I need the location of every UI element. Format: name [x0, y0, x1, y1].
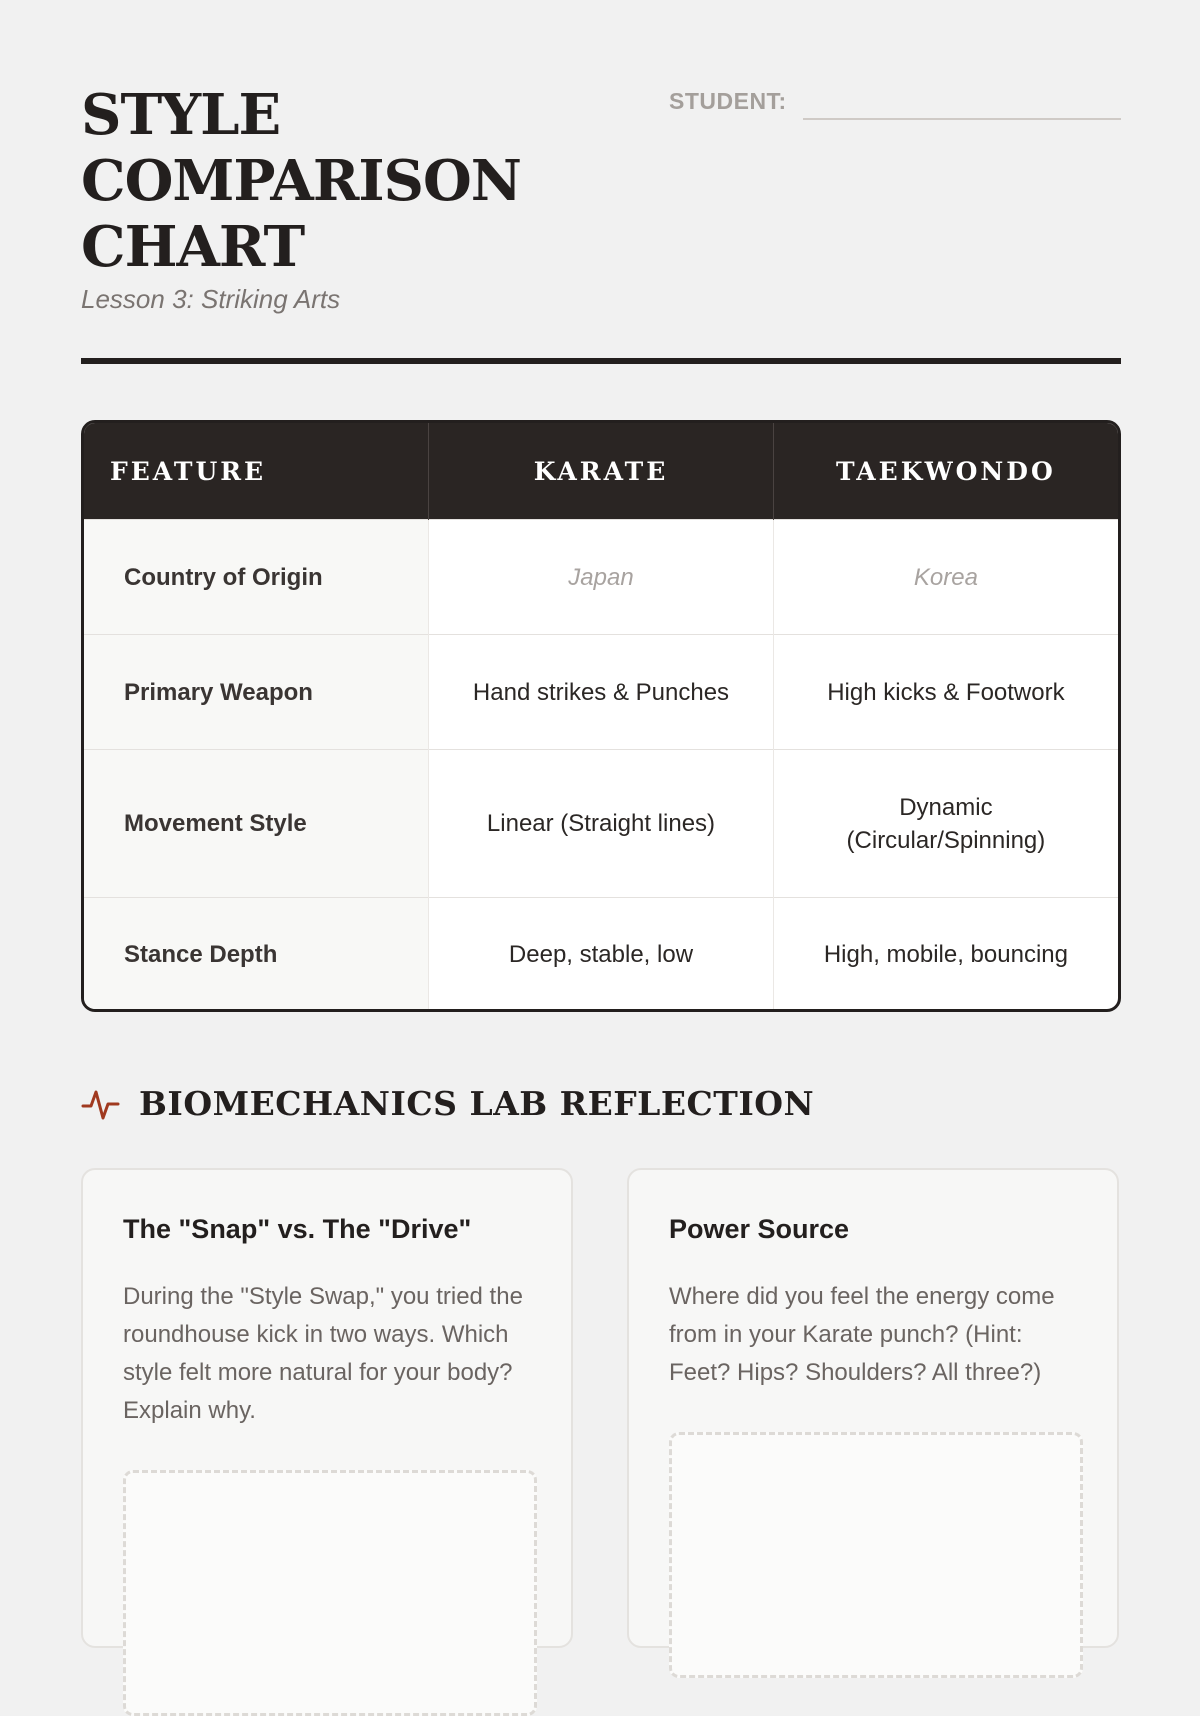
feature-cell: Stance Depth: [84, 898, 429, 1012]
table-header-row: [84, 423, 1118, 520]
student-label: STUDENT:: [669, 88, 787, 114]
table-row: [84, 635, 1118, 750]
karate-cell: Japan: [429, 520, 774, 635]
student-name-field[interactable]: [669, 84, 1121, 124]
column-header-karate: KARATE: [429, 423, 774, 520]
pulse-icon: [81, 1084, 121, 1124]
column-header-taekwondo: TAEKWONDO: [773, 423, 1118, 520]
card-title: Power Source: [669, 1214, 850, 1244]
comparison-table: [81, 420, 1121, 1012]
lesson-subtitle: Lesson 3: Striking Arts: [81, 284, 341, 314]
answer-box[interactable]: [123, 1470, 537, 1716]
table-row: [84, 898, 1118, 1012]
table-row: [84, 750, 1118, 898]
karate-cell: Hand strikes & Punches: [429, 635, 774, 750]
title-line: COMPARISON: [81, 148, 521, 214]
page-title: [81, 82, 641, 280]
feature-cell: Country of Origin: [84, 520, 429, 635]
taekwondo-cell: High, mobile, bouncing: [773, 898, 1118, 1012]
title-line: CHART: [81, 214, 305, 280]
student-name-line[interactable]: [803, 118, 1121, 120]
card-prompt: During the "Style Swap," you tried the roundhouse kick in two ways. Which style felt more natural for your body? Explain why.: [123, 1283, 523, 1424]
reflection-card-power-source: [627, 1168, 1119, 1648]
taekwondo-cell: Dynamic (Circular/Spinning): [773, 750, 1118, 898]
section-title: BIOMECHANICS LAB REFLECTION: [139, 1084, 815, 1123]
taekwondo-cell: High kicks & Footwork: [773, 635, 1118, 750]
card-title: The "Snap" vs. The "Drive": [123, 1214, 472, 1244]
karate-cell: Linear (Straight lines): [429, 750, 774, 898]
feature-cell: Primary Weapon: [84, 635, 429, 750]
card-prompt: Where did you feel the energy come from in your Karate punch? (Hint: Feet? Hips? Shoulders? All three?): [669, 1283, 1055, 1386]
reflection-card-snap-drive: [81, 1168, 573, 1648]
answer-box[interactable]: [669, 1432, 1083, 1678]
header-divider: [81, 358, 1121, 364]
karate-cell: Deep, stable, low: [429, 898, 774, 1012]
worksheet-page: [81, 0, 1121, 1600]
title-line: STYLE: [81, 82, 281, 148]
feature-cell: Movement Style: [84, 750, 429, 898]
reflection-section-header: [81, 1082, 1121, 1128]
table-row: [84, 520, 1118, 635]
column-header-feature: FEATURE: [84, 423, 429, 520]
taekwondo-cell: Korea: [773, 520, 1118, 635]
